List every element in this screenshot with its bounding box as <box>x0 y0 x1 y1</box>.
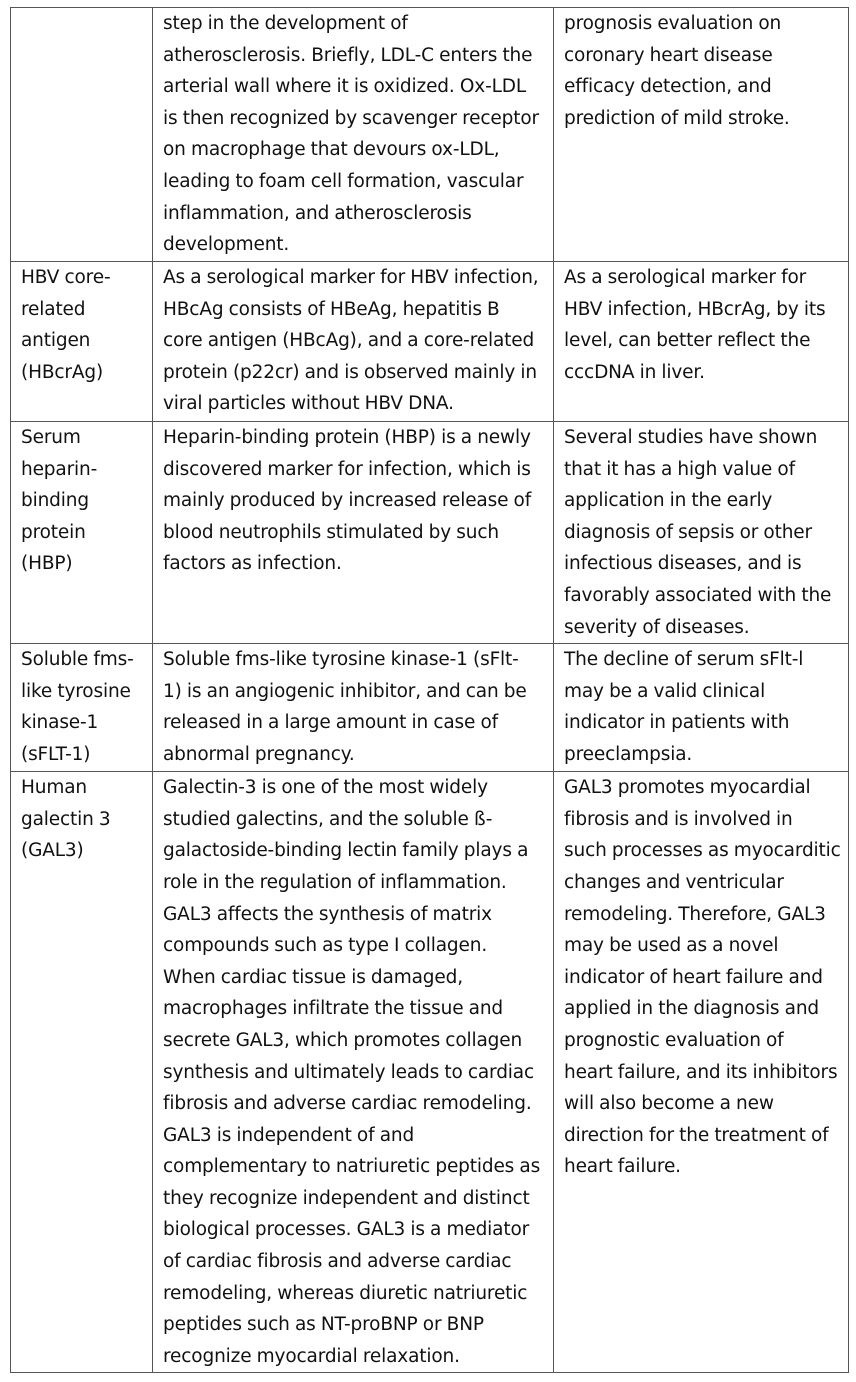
marker-text-line: (sFLT-1) <box>21 743 91 765</box>
description-text-line: blood neutrophils stimulated by such <box>163 521 499 543</box>
description-text-line: is then recognized by scavenger receptor <box>163 107 539 129</box>
description-text-line: secrete GAL3, which promotes collagen <box>163 1029 523 1051</box>
table-row <box>11 262 849 422</box>
description-text-line: Soluble fms-like tyrosine kinase-1 (sFlt- <box>163 649 519 671</box>
application-text-line: application in the early <box>564 490 773 512</box>
description-text-line: atherosclerosis. Briefly, LDL-C enters the <box>163 44 533 66</box>
application-text-line: As a serological marker for <box>564 267 807 288</box>
application-text-line: infectious diseases, and is <box>564 553 802 575</box>
application-text-line: heart failure, and its inhibitors <box>564 1061 838 1083</box>
description-text-line: synthesis and ultimately leads to cardiac <box>163 1061 534 1083</box>
description-text-line: remodeling, whereas diuretic natriuretic <box>163 1282 528 1304</box>
description-cell <box>153 422 554 644</box>
marker-text-line: (HBP) <box>21 553 73 575</box>
marker-cell <box>11 262 153 422</box>
description-text-line: role in the regulation of inflammation. <box>163 871 507 893</box>
table-body <box>11 8 849 1373</box>
description-text-line: compounds such as type I collagen. <box>163 935 488 957</box>
description-text-line: they recognize independent and distinct <box>163 1187 530 1209</box>
description-text-line: complementary to natriuretic peptides as <box>163 1156 541 1178</box>
application-text-line: efficacy detection, and <box>564 76 772 98</box>
description-text-line: peptides such as NT-proBNP or BNP <box>163 1314 484 1336</box>
description-text-line: on macrophage that devours ox-LDL, <box>163 139 500 161</box>
marker-text-line: heparin- <box>21 458 98 480</box>
description-text-line: As a serological marker for HBV infection, <box>163 267 539 288</box>
application-text-line: changes and ventricular <box>564 871 784 893</box>
marker-cell <box>11 644 153 772</box>
description-text-line: viral particles without HBV DNA. <box>163 393 454 415</box>
description-text-line: galactoside-binding lectin family plays a <box>163 840 529 862</box>
application-text-line: coronary heart disease <box>564 44 773 66</box>
marker-text-line: Soluble fms- <box>21 649 134 671</box>
marker-text-line: (GAL3) <box>21 840 84 862</box>
marker-text-line: Human <box>21 777 87 799</box>
description-cell <box>153 772 554 1373</box>
description-text-line: leading to foam cell formation, vascular <box>163 170 524 192</box>
application-text-line: fibrosis and is involved in <box>564 808 793 830</box>
description-text-line: Galectin-3 is one of the most widely <box>163 777 488 799</box>
application-text-line: cccDNA in liver. <box>564 361 705 383</box>
marker-cell <box>11 422 153 644</box>
description-text-line: Heparin-binding protein (HBP) is a newly <box>163 427 531 448</box>
description-text-line: of cardiac fibrosis and adverse cardiac <box>163 1251 512 1273</box>
marker-text-line: galectin 3 <box>21 808 111 830</box>
marker-text-line: protein <box>21 521 86 543</box>
description-text-line: GAL3 affects the synthesis of matrix <box>163 903 492 925</box>
description-text-line: macrophages infiltrate the tissue and <box>163 998 504 1020</box>
application-cell <box>554 262 849 422</box>
application-text-line: indicator in patients with <box>564 712 790 734</box>
application-text-line: level, can better reflect the <box>564 330 811 352</box>
application-cell <box>554 422 849 644</box>
marker-text-line: binding <box>21 490 89 512</box>
description-text-line: When cardiac tissue is damaged, <box>163 966 463 988</box>
application-cell <box>554 644 849 772</box>
description-text-line: GAL3 is independent of and <box>163 1124 415 1146</box>
application-cell <box>554 772 849 1373</box>
application-text-line: favorably associated with the <box>564 584 832 606</box>
application-text-line: GAL3 promotes myocardial <box>564 777 811 799</box>
description-cell <box>153 262 554 422</box>
application-text-line: severity of diseases. <box>564 616 750 638</box>
description-text-line: studied galectins, and the soluble ß- <box>163 808 493 830</box>
application-text-line: diagnosis of sepsis or other <box>564 521 812 543</box>
application-text-line: direction for the treatment of <box>564 1124 829 1146</box>
marker-text-line: antigen <box>21 330 91 352</box>
table-row <box>11 8 849 262</box>
table-row <box>11 644 849 772</box>
marker-text-line: (HBcrAg) <box>21 361 104 383</box>
description-text-line: recognize myocardial relaxation. <box>163 1345 460 1367</box>
description-text-line: mainly produced by increased release of <box>163 490 532 512</box>
application-text-line: that it has a high value of <box>564 458 795 480</box>
description-text-line: protein (p22cr) and is observed mainly in <box>163 361 537 383</box>
application-text-line: preeclampsia. <box>564 743 693 765</box>
table-row <box>11 772 849 1373</box>
application-text-line: heart failure. <box>564 1156 681 1178</box>
description-cell <box>153 8 554 262</box>
description-text-line: arterial wall where it is oxidized. Ox-LDL <box>163 76 527 98</box>
biomarker-table <box>10 7 849 1373</box>
description-text-line: core antigen (HBcAg), and a core-related <box>163 330 535 352</box>
description-text-line: factors as infection. <box>163 553 342 575</box>
application-text-line: prediction of mild stroke. <box>564 107 790 129</box>
application-text-line: applied in the diagnosis and <box>564 998 820 1020</box>
table-row <box>11 422 849 644</box>
description-text-line: released in a large amount in case of <box>163 712 499 734</box>
application-text-line: remodeling. Therefore, GAL3 <box>564 903 826 925</box>
marker-text-line: related <box>21 298 86 320</box>
description-text-line: 1) is an angiogenic inhibitor, and can be <box>163 680 527 702</box>
application-text-line: prognosis evaluation on <box>564 13 782 34</box>
application-text-line: may be used as a novel <box>564 935 779 957</box>
application-text-line: will also become a new <box>564 1093 774 1115</box>
application-text-line: prognostic evaluation of <box>564 1029 784 1051</box>
description-text-line: discovered marker for infection, which is <box>163 458 531 480</box>
application-text-line: The decline of serum sFlt-l <box>564 649 804 671</box>
marker-cell <box>11 772 153 1373</box>
description-text-line: fibrosis and adverse cardiac remodeling. <box>163 1093 532 1115</box>
description-text-line: inflammation, and atherosclerosis <box>163 202 472 224</box>
marker-text-line: kinase-1 <box>21 712 99 734</box>
application-text-line: such processes as myocarditic <box>564 840 841 862</box>
description-text-line: HBcAg consists of HBeAg, hepatitis B <box>163 298 500 320</box>
description-text-line: biological processes. GAL3 is a mediator <box>163 1219 530 1241</box>
application-text-line: indicator of heart failure and <box>564 966 823 988</box>
marker-text-line: Serum <box>21 427 81 448</box>
description-text-line: step in the development of <box>163 13 408 34</box>
marker-text-line: like tyrosine <box>21 680 131 702</box>
description-text-line: abnormal pregnancy. <box>163 743 355 765</box>
application-text-line: HBV infection, HBcrAg, by its <box>564 298 826 320</box>
marker-cell <box>11 8 153 262</box>
description-text-line: development. <box>163 234 290 256</box>
marker-text-line: HBV core- <box>21 267 111 288</box>
application-text-line: may be a valid clinical <box>564 680 766 702</box>
description-cell <box>153 644 554 772</box>
application-text-line: Several studies have shown <box>564 427 818 448</box>
application-cell <box>554 8 849 262</box>
